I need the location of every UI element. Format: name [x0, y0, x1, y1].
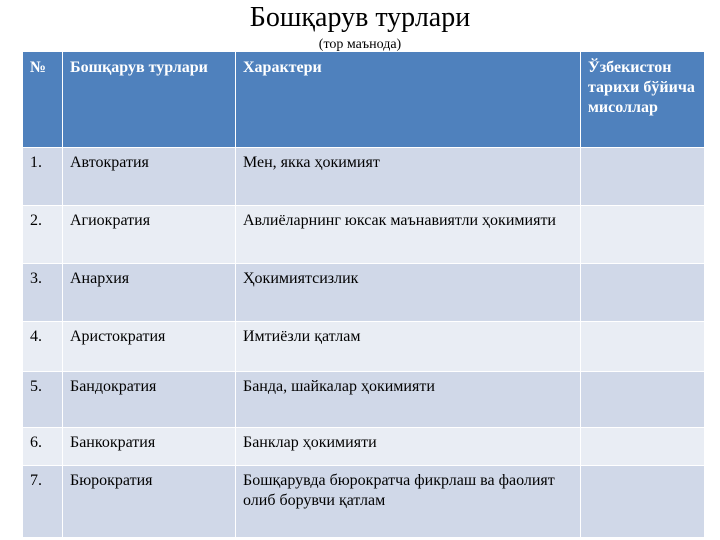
row-examples	[581, 264, 705, 322]
row-examples	[581, 206, 705, 264]
row-type: Аристократия	[63, 322, 236, 372]
row-examples	[581, 148, 705, 206]
table-header-row	[23, 52, 705, 148]
row-type: Бандократия	[63, 372, 236, 428]
row-character: Мен, якка ҳокимият	[236, 148, 581, 206]
table-row	[23, 206, 705, 264]
table-row	[23, 264, 705, 322]
table-row	[23, 148, 705, 206]
row-character: Банклар ҳокимияти	[236, 428, 581, 466]
row-number: 4.	[23, 322, 63, 372]
row-type: Автократия	[63, 148, 236, 206]
header-type: Бошқарув турлари	[63, 52, 236, 148]
row-character: Ҳокимиятсизлик	[236, 264, 581, 322]
row-number: 2.	[23, 206, 63, 264]
header-number: №	[23, 52, 63, 148]
row-examples	[581, 428, 705, 466]
row-character: Бошқарувда бюрократча фикрлаш ва фаолият олиб борувчи қатлам	[236, 466, 581, 538]
row-type: Банкократия	[63, 428, 236, 466]
row-character: Авлиёларнинг юксак маънавиятли ҳокимияти	[236, 206, 581, 264]
row-examples	[581, 372, 705, 428]
row-examples	[581, 466, 705, 538]
slide-subtitle: (тор маънода)	[318, 37, 402, 52]
header-examples: Ўзбекистон тарихи бўйича мисоллар	[581, 52, 705, 148]
table-row	[23, 372, 705, 428]
table-row	[23, 322, 705, 372]
row-number: 3.	[23, 264, 63, 322]
row-number: 6.	[23, 428, 63, 466]
header-character: Характери	[236, 52, 581, 148]
row-type: Агиократия	[63, 206, 236, 264]
row-number: 7.	[23, 466, 63, 538]
row-type: Анархия	[63, 264, 236, 322]
governance-types-table	[22, 51, 705, 538]
row-character: Имтиёзли қатлам	[236, 322, 581, 372]
row-number: 1.	[23, 148, 63, 206]
row-character: Банда, шайкалар ҳокимияти	[236, 372, 581, 428]
row-examples	[581, 322, 705, 372]
table-row	[23, 428, 705, 466]
table-row	[23, 466, 705, 538]
row-number: 5.	[23, 372, 63, 428]
slide-title: Бошқарув турлари	[249, 2, 471, 33]
row-type: Бюрократия	[63, 466, 236, 538]
